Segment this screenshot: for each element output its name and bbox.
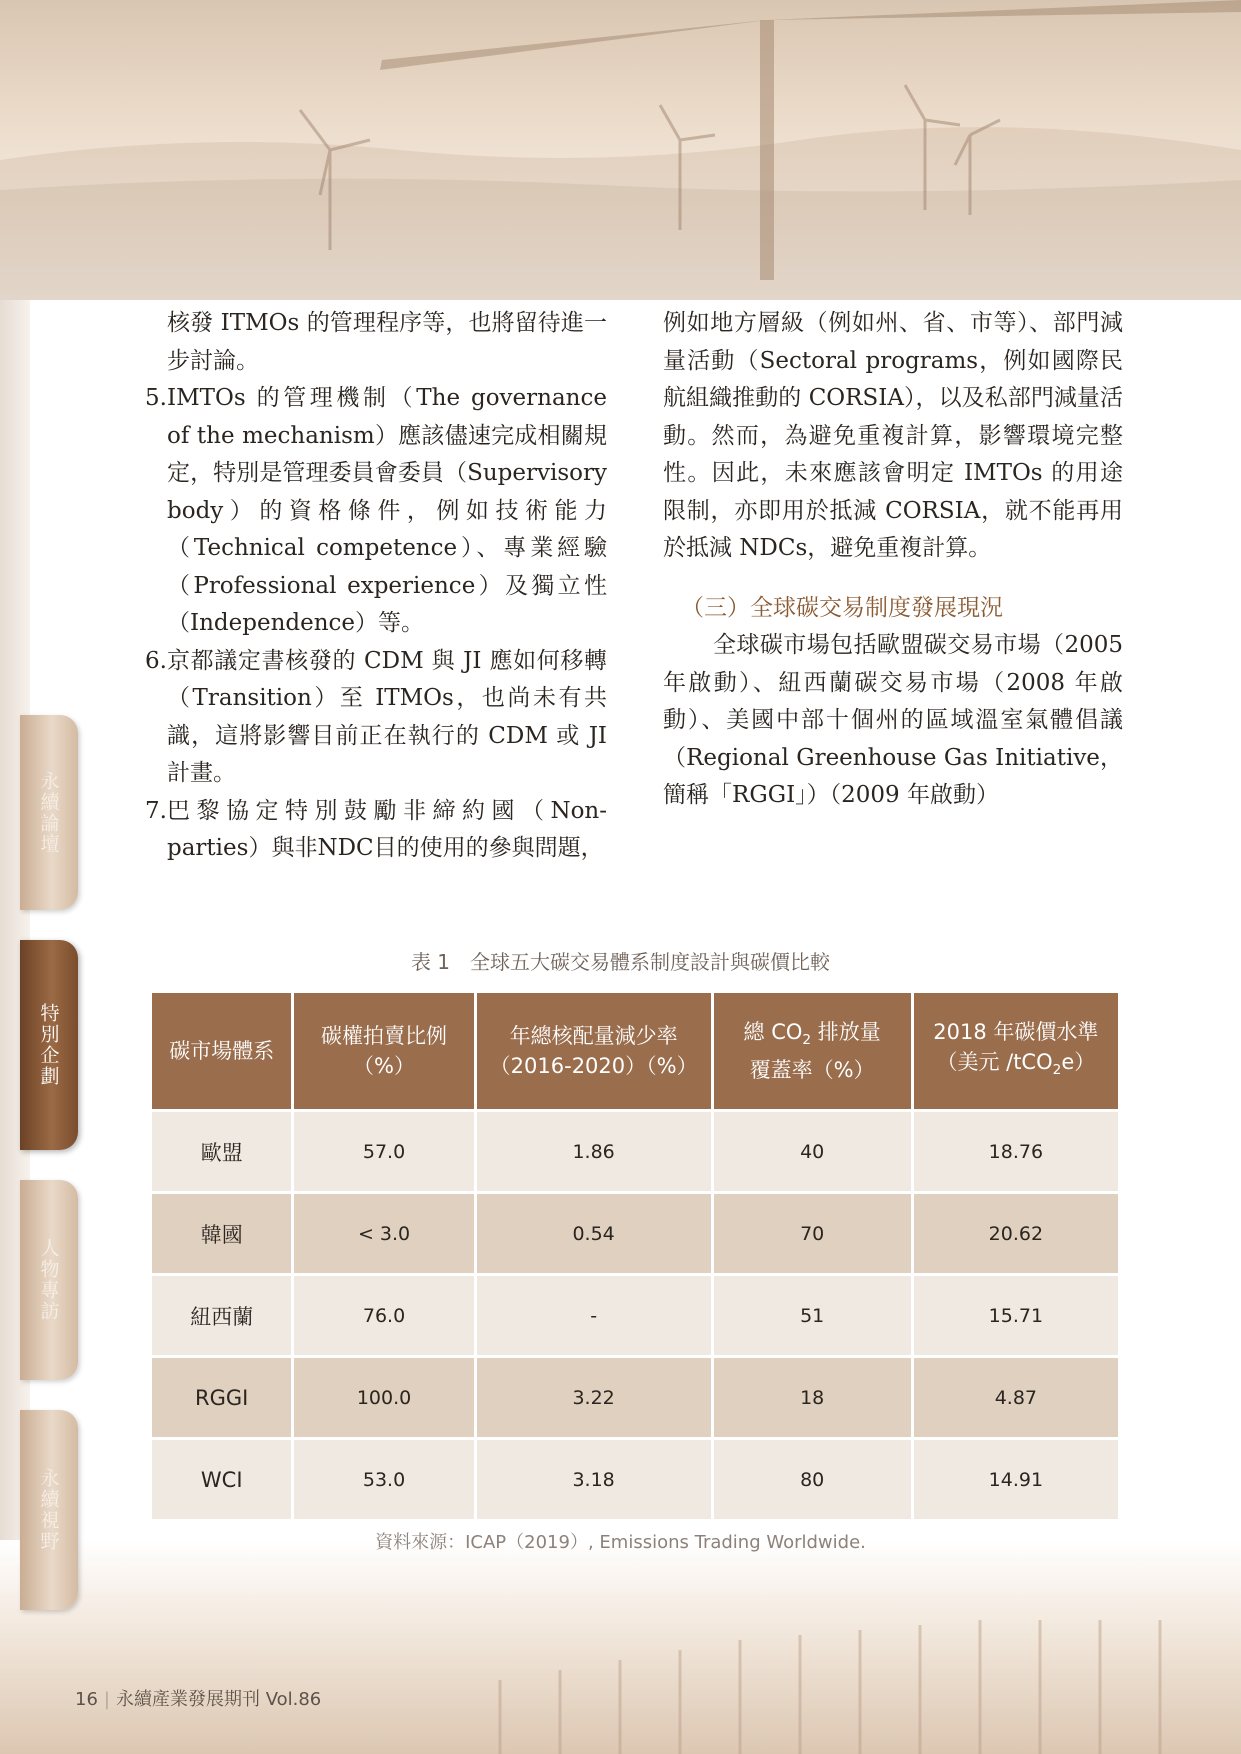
table-row: [152, 1194, 1118, 1273]
cell-auction: 76.0: [294, 1276, 473, 1355]
cell-price: 4.87: [914, 1358, 1118, 1437]
header-cap-reduction: 年總核配量減少率 （2016-2020）（%）: [477, 993, 711, 1109]
cell-coverage: 18: [714, 1358, 911, 1437]
cell-reduction: 1.86: [477, 1112, 711, 1191]
table-row: [152, 1276, 1118, 1355]
wind-turbine-illustration: [0, 0, 1241, 300]
right-text-column: [663, 305, 1123, 815]
cell-auction: 100.0: [294, 1358, 473, 1437]
footer-landscape-photo: [0, 1540, 1241, 1754]
table-row: [152, 1440, 1118, 1519]
header-auction-ratio: 碳權拍賣比例 （%）: [294, 993, 473, 1109]
cell-coverage: 40: [714, 1112, 911, 1191]
left-text-column: [145, 305, 607, 868]
header-wind-turbine-photo: [0, 0, 1241, 300]
page-folio: [75, 1685, 321, 1711]
side-tab-label: 永續視野: [37, 1468, 60, 1552]
list-item: [145, 793, 607, 868]
list-item-text: IMTOs 的管理機制（The governance of the mechanism）應該儘速完成相關規定，特別是管理委員會委員（Supervisory body）的資格條件，例如技術能力（Technical competence）、專業經驗（Professional experience）及獨立性（Independence）等。: [167, 385, 607, 636]
cell-price: 20.62: [914, 1194, 1118, 1273]
table-source-note: 資料來源：ICAP（2019）, Emissions Trading Worldwide.: [375, 1532, 866, 1553]
cell-reduction: -: [477, 1276, 711, 1355]
side-tab-label: 特別企劃: [37, 1003, 60, 1087]
side-tab-label: 人物專訪: [37, 1238, 60, 1322]
cell-price: 14.91: [914, 1440, 1118, 1519]
table-row: [152, 1358, 1118, 1437]
cell-coverage: 51: [714, 1276, 911, 1355]
intro-paragraph: 核發 ITMOs 的管理程序等，也將留待進一步討論。: [167, 310, 607, 374]
cell-market: WCI: [152, 1440, 291, 1519]
publication-title: 永續產業發展期刊 Vol.86: [115, 1689, 322, 1710]
side-tab-sustainability-vision[interactable]: [20, 1410, 78, 1610]
cell-reduction: 0.54: [477, 1194, 711, 1273]
list-item-number: 7.: [145, 797, 167, 824]
list-item-number: 5.: [145, 385, 167, 411]
list-item-text: 巴黎協定特別鼓勵非締約國（Non-parties）與非NDC目的使用的參與問題，: [167, 797, 607, 861]
table-caption: 表 1 全球五大碳交易體系制度設計與碳價比較: [410, 950, 831, 974]
header-emission-coverage: 總 $CO_2$ 排放量 覆蓋率（%）: [714, 993, 911, 1109]
table-row: [152, 1112, 1118, 1191]
cell-auction: < 3.0: [294, 1194, 473, 1273]
list-item-text: 京都議定書核發的 CDM 與 JI 應如何移轉（Transition）至 ITMOs，也尚未有共識，這將影響目前正在執行的 CDM 或 JI 計畫。: [167, 647, 607, 786]
continued-paragraph: 例如地方層級（例如州、省、市等）、部門減量活動（Sectoral programs，例如國際民航組織推動的 CORSIA），以及私部門減量活動。然而，為避免重複計算，影響環境完整性。因此，未來應該會明定 IMTOs 的用途限制，亦即用於抵減 CORSIA，就不能再用於抵減 NDCs，避免重複計算。: [663, 310, 1123, 561]
header-market: 碳市場體系: [152, 993, 291, 1109]
cell-coverage: 80: [714, 1440, 911, 1519]
table-header-row: [152, 993, 1118, 1109]
side-tab-interviews[interactable]: [20, 1180, 78, 1380]
cell-market: RGGI: [152, 1358, 291, 1437]
side-tab-label: 永續論壇: [37, 770, 60, 855]
cell-price: 15.71: [914, 1276, 1118, 1355]
list-item-number: 6.: [145, 647, 167, 674]
list-item: [145, 380, 607, 643]
cell-reduction: 3.22: [477, 1358, 711, 1437]
cell-market: 紐西蘭: [152, 1276, 291, 1355]
cell-coverage: 70: [714, 1194, 911, 1273]
list-item: [145, 643, 607, 793]
side-tab-sustainability-forum[interactable]: [20, 715, 78, 910]
cell-reduction: 3.18: [477, 1440, 711, 1519]
cell-price: 18.76: [914, 1112, 1118, 1191]
cell-auction: 53.0: [294, 1440, 473, 1519]
page-number: 16: [75, 1689, 98, 1710]
section-paragraph: 全球碳市場包括歐盟碳交易市場（2005 年啟動）、紐西蘭碳交易市場（2008 年啟動）、美國中部十個州的區域溫室氣體倡議（Regional Greenhouse Gas Initiative，簡稱「RGGI」）（2009 年啟動）: [663, 632, 1123, 808]
cell-market: 歐盟: [152, 1112, 291, 1191]
carbon-market-table: [149, 990, 1121, 1522]
section-heading: （三）全球碳交易制度發展現況: [681, 594, 1003, 621]
footer-fence-illustration: [0, 1540, 1241, 1754]
header-carbon-price: 2018 年碳價水準 （美元 /tCO$_2$e）: [914, 993, 1118, 1109]
cell-auction: 57.0: [294, 1112, 473, 1191]
folio-separator: |: [103, 1689, 110, 1710]
cell-market: 韓國: [152, 1194, 291, 1273]
